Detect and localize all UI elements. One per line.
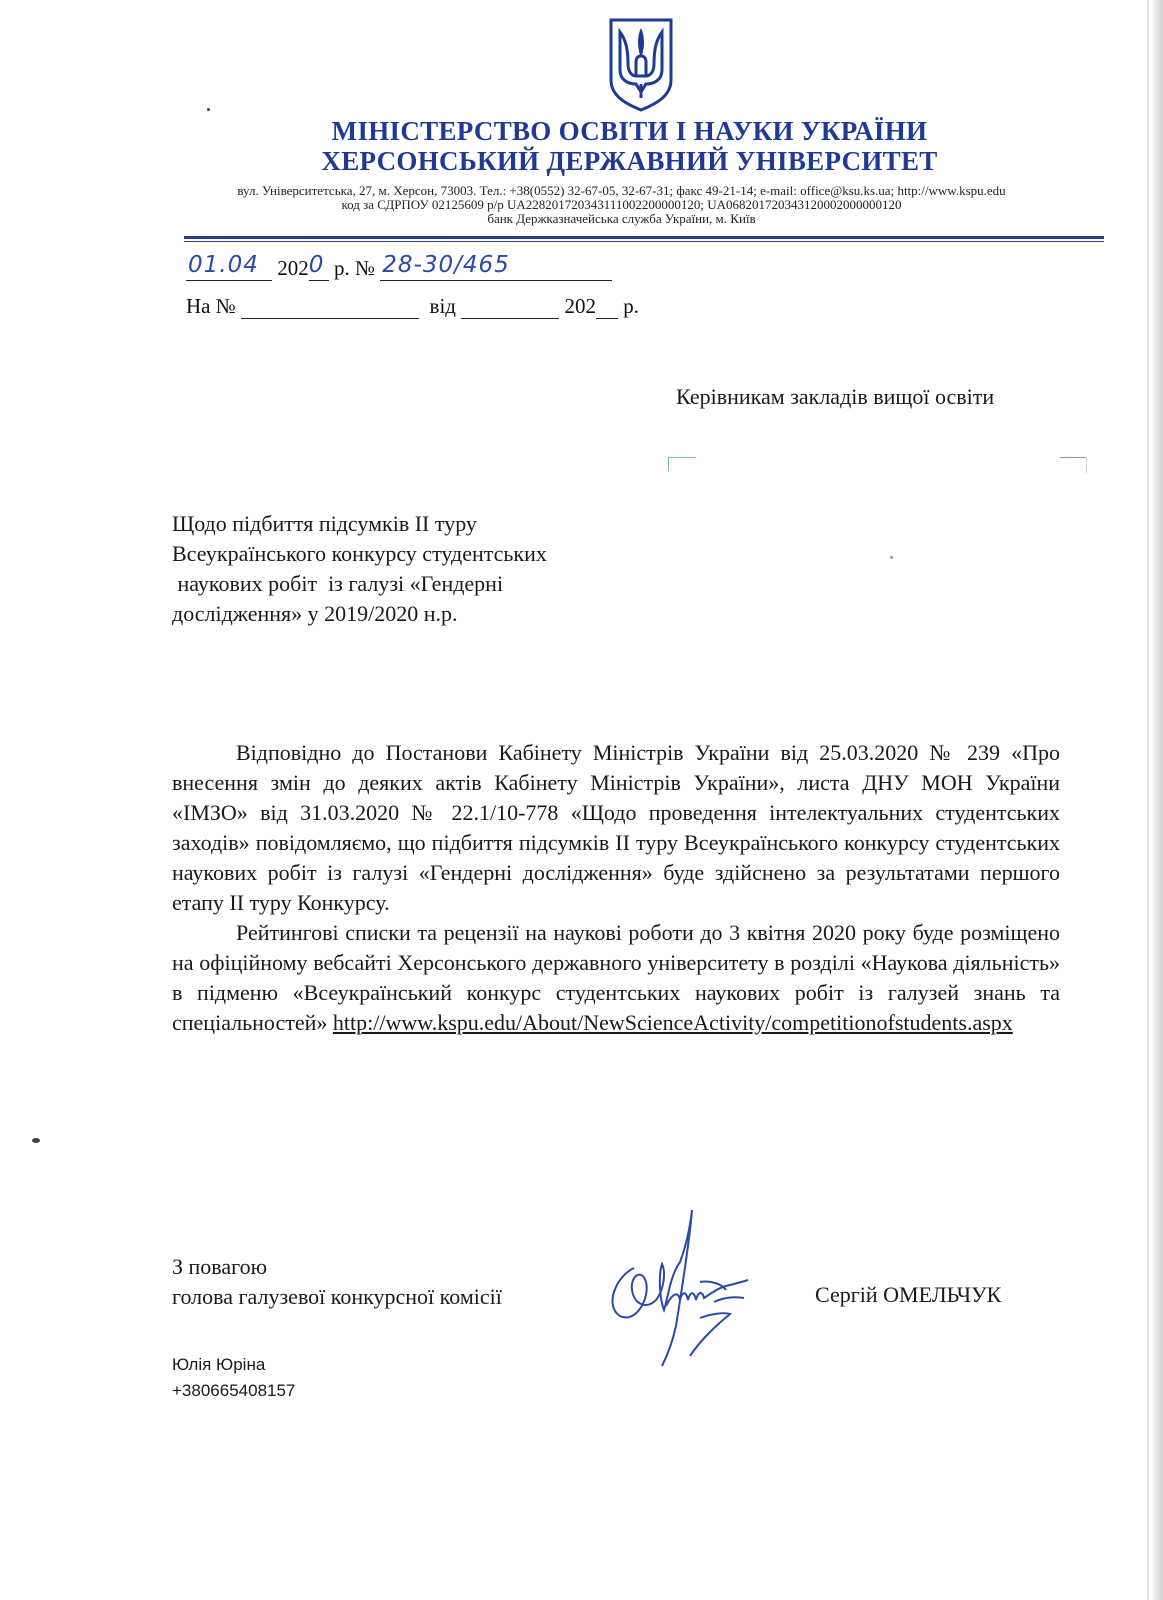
letter-body [172, 738, 1060, 1038]
year-label: 202 [564, 294, 596, 318]
handwritten-year: 0 [308, 252, 325, 278]
scan-edge [1153, 0, 1163, 1600]
contact-name: Юлія Юріна [172, 1355, 266, 1374]
year-end-label: р. [623, 294, 639, 318]
signer-name: Сергій ОМЕЛЬЧУК [815, 1282, 1002, 1307]
closing-position: голова галузевої конкурсної комісії [172, 1284, 502, 1309]
corner-mark [668, 457, 669, 471]
year-blank [308, 252, 329, 281]
closing-regards: З повагою [172, 1254, 268, 1279]
requisites-line: вул. Університетська, 27, м. Херсон, 73003. Тел.: +38(0552) 32-67-05, 32-67-31; факс 49-21-14; e-mail: office@ksu.ks.ua; http://www.kspu.edu [237, 183, 1006, 198]
letterhead-rule-thin [184, 241, 1104, 242]
trident-coat-of-arms-icon [608, 18, 674, 112]
reply-number-blank [241, 298, 419, 319]
subject-line: Всеукраїнського конкурсу студентських [172, 541, 547, 566]
number-label: р. № [334, 256, 376, 280]
scan-edge-line [1147, 0, 1149, 1600]
contact-block [172, 1352, 295, 1404]
reply-registration [186, 294, 639, 319]
ministry-title: МІНІСТЕРСТВО ОСВІТИ І НАУКИ УКРАЇНИ [331, 116, 928, 146]
requisites-line: банк Держказначейська служба України, м. Київ [487, 211, 756, 226]
letter-subject [172, 509, 652, 629]
subject-line: наукових робіт із галузі «Гендерні [172, 571, 504, 596]
from-label: від [429, 294, 456, 318]
scan-speck [890, 556, 893, 559]
handwritten-signature-icon [606, 1206, 766, 1376]
handwritten-number: 28-30/465 [382, 252, 510, 278]
body-paragraph-text: Рейтингові списки та рецензії на наукові роботи до 3 квітня 2020 року буде розміщено на офіційному вебсайті Херсонського державного університету в розділі «Наукова діяльність» в підменю «Всеукраїнський конкурс студентських наукових робіт із галузей знань та спеціальностей» [172, 920, 1060, 1035]
date-blank [186, 252, 272, 281]
scan-speck [207, 108, 210, 111]
reply-year-blank [596, 298, 618, 319]
outgoing-registration [186, 252, 612, 281]
corner-mark [1060, 457, 1086, 458]
scan-speck [32, 1138, 40, 1143]
requisites-line: код за СДРПОУ 02125609 р/р UA228201720343111002200000120; UA068201720343120002000000120 [341, 197, 902, 212]
body-paragraph [172, 918, 1060, 1038]
corner-mark [1086, 457, 1087, 473]
year-prefix: 202 [277, 256, 309, 280]
university-title: ХЕРСОНСЬКИЙ ДЕРЖАВНИЙ УНІВЕРСИТЕТ [321, 146, 938, 176]
body-paragraph: Відповідно до Постанови Кабінету Міністрів України від 25.03.2020 № 239 «Про внесення змін до деяких актів Кабінету Міністрів України», листа ДНУ МОН України «ІМЗО» від 31.03.2020 № 22.1/10-778 «Щодо проведення інтелектуальних студентських заходів» повідомляємо, що підбиття підсумків ІІ туру Всеукраїнського конкурсу студентських наукових робіт із галузі «Гендерні дослідження» буде здійснено за результатами першого етапу ІІ туру Конкурсу. [172, 740, 1060, 915]
corner-mark [668, 457, 696, 458]
handwritten-date: 01.04 [188, 252, 259, 278]
reply-label: На № [186, 294, 236, 318]
closing-block [172, 1252, 502, 1312]
letterhead-rule [184, 236, 1104, 239]
contact-phone: +380665408157 [172, 1381, 296, 1400]
competition-link[interactable]: http://www.kspu.edu/About/NewScienceActivity/competitionofstudents.aspx [332, 1010, 1013, 1035]
number-blank [380, 252, 612, 281]
reply-date-blank [461, 298, 559, 319]
subject-line: дослідження» у 2019/2020 н.р. [172, 601, 458, 626]
addressee: Керівникам закладів вищої освіти [676, 384, 995, 409]
subject-line: Щодо підбиття підсумків ІІ туру [172, 511, 477, 536]
